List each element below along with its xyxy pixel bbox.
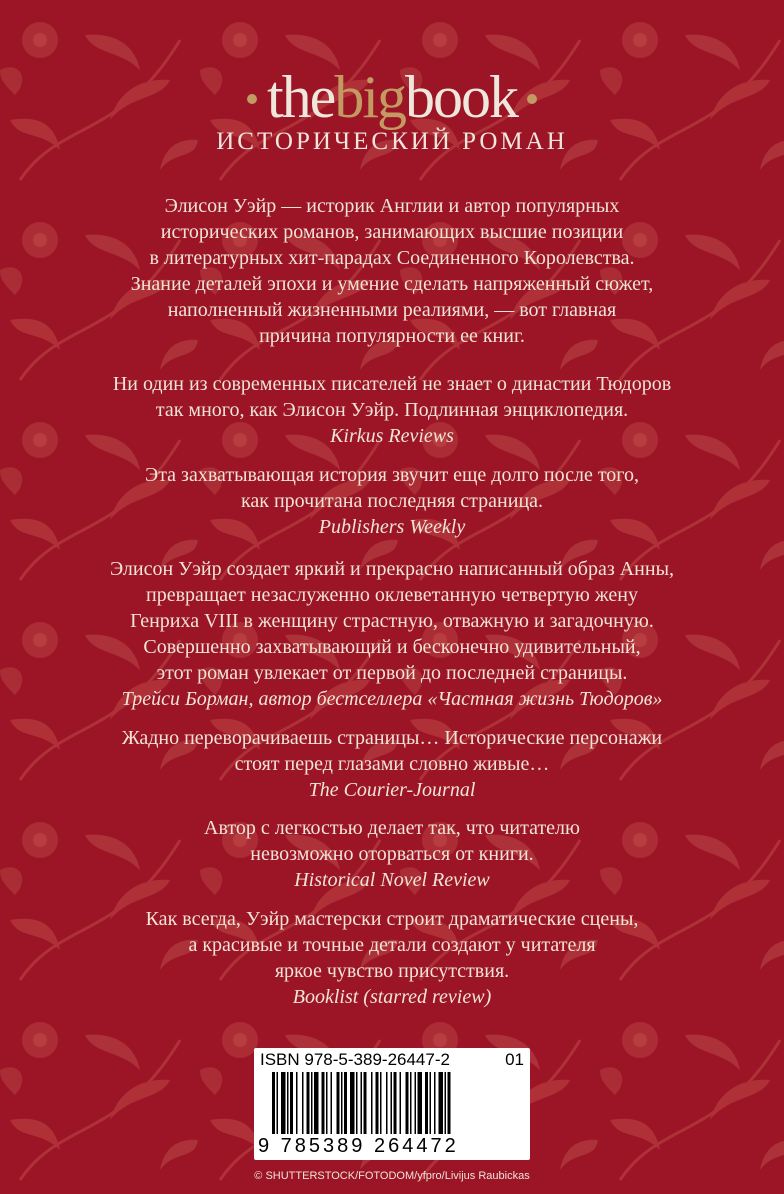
ean-digits: 9 785389 264472 — [258, 1135, 459, 1157]
review-source: Kirkus Reviews — [330, 425, 454, 447]
review-source: Booklist (starred review) — [292, 986, 492, 1008]
review-source: Publishers Weekly — [318, 516, 466, 538]
dot-icon — [247, 94, 257, 104]
barcode-bar — [439, 1072, 444, 1134]
barcode-bar — [302, 1072, 304, 1134]
review-line: Автор с легкостью делает так, что читателю — [204, 817, 580, 839]
review-line: невозможно оторваться от книги. — [250, 843, 534, 865]
barcode-bar — [418, 1072, 423, 1134]
review-line: Совершенно захватывающий и бесконечно удивительный, — [143, 636, 641, 658]
barcode-icon — [258, 1072, 526, 1134]
intro-text — [60, 193, 724, 349]
review-line: стоят перед глазами словно живые… — [234, 753, 550, 775]
barcode-bar — [400, 1072, 402, 1134]
review-kirkus — [60, 371, 724, 449]
barcode-bar — [344, 1072, 347, 1134]
series-subtitle: ИСТОРИЧЕСКИЙ РОМАН — [216, 128, 568, 155]
intro-line: причина популярности ее книг. — [259, 325, 525, 347]
issue-number: 01 — [505, 1050, 524, 1069]
review-line: так много, как Элисон Уэйр. Подлинная энциклопедия. — [155, 399, 629, 421]
barcode-bar — [406, 1072, 409, 1134]
review-line: Жадно переворачиваешь страницы… Исторические персонажи — [121, 727, 663, 749]
review-source: Historical Novel Review — [294, 869, 490, 891]
barcode-bar — [331, 1072, 333, 1134]
review-line: а красивые и точные детали создают у читателя — [188, 934, 596, 956]
barcode-bar — [425, 1072, 428, 1134]
barcode-bar — [434, 1072, 436, 1134]
barcode-bar — [281, 1072, 286, 1134]
intro-line: исторических романов, занимающих высшие позиции — [160, 221, 624, 243]
photo-credit: © SHUTTERSTOCK/FOTODOM/yfpro/Livijus Raubickas — [254, 1170, 530, 1182]
review-booklist — [60, 906, 724, 1010]
review-line: яркое чувство присутствия. — [274, 960, 510, 982]
isbn-line — [258, 1050, 526, 1070]
review-source: Трейси Борман, автор бестселлера «Частная жизнь Тюдоров» — [121, 688, 663, 710]
barcode-bar — [394, 1072, 397, 1134]
intro-line: наполненный жизненными реалиями, — вот главная — [167, 299, 617, 321]
barcode-bar — [296, 1072, 298, 1134]
review-line: Ни один из современных писателей не знает о династии Тюдоров — [112, 373, 672, 395]
logo-part-big: big — [334, 64, 405, 130]
barcode-bar — [445, 1072, 447, 1134]
intro-line: Знание деталей эпохи и умение сделать напряженный сюжет, — [130, 273, 654, 295]
review-line: Генриха VIII в женщину страстную, отважную и загадочную. — [130, 610, 654, 632]
barcode-bar — [380, 1072, 382, 1134]
barcode-bar — [290, 1072, 293, 1134]
logo-part-book: book — [404, 64, 517, 130]
review-line: как прочитана последняя страница. — [240, 490, 544, 512]
dot-icon — [527, 94, 537, 104]
publisher-logo — [0, 62, 784, 132]
barcode-bar — [364, 1072, 367, 1134]
barcode-bar — [322, 1072, 325, 1134]
barcode-bar — [410, 1072, 412, 1134]
review-courier-journal — [60, 725, 724, 803]
barcode-bar — [341, 1072, 343, 1134]
barcode-bar — [371, 1072, 373, 1134]
barcode-bar — [311, 1072, 313, 1134]
barcode-bar — [350, 1072, 355, 1134]
barcode-bar — [337, 1072, 340, 1134]
barcode-bar — [272, 1072, 275, 1134]
isbn-number: ISBN 978-5-389-26447-2 — [260, 1050, 450, 1069]
review-line: Как всегда, Уэйр мастерски строит драматические сцены, — [145, 908, 639, 930]
review-borman — [60, 556, 724, 712]
barcode-bar — [314, 1072, 319, 1134]
barcode-bar — [430, 1072, 432, 1134]
barcode-bar — [307, 1072, 310, 1134]
barcode-bar — [287, 1072, 289, 1134]
intro-line: Элисон Уэйр — историк Англии и автор популярных — [164, 195, 620, 217]
intro-line: в литературных хит-парадах Соединенного Королевства. — [149, 247, 635, 269]
barcode-bar — [391, 1072, 393, 1134]
review-historical-novel — [60, 815, 724, 893]
barcode-bar — [361, 1072, 363, 1134]
barcode-bar — [326, 1072, 328, 1134]
review-line: превращает незаслуженно оклеветанную четвертую жену — [146, 584, 638, 606]
review-line: Элисон Уэйр создает яркий и прекрасно написанный образ Анны, — [109, 558, 675, 580]
review-publishers-weekly — [60, 462, 724, 540]
review-line: Эта захватывающая история звучит еще долго после того, — [144, 464, 640, 486]
review-line: этот роман увлекает от первой до последней страницы. — [156, 662, 628, 684]
barcode-bar — [356, 1072, 358, 1134]
barcode-panel — [254, 1048, 530, 1160]
review-source: The Courier-Journal — [308, 779, 476, 801]
barcode-bar — [386, 1072, 388, 1134]
barcode-bar — [277, 1072, 279, 1134]
barcode-bar — [448, 1072, 451, 1134]
logo-part-the: the — [267, 64, 335, 130]
barcode-bar — [376, 1072, 379, 1134]
barcode-bar — [415, 1072, 417, 1134]
